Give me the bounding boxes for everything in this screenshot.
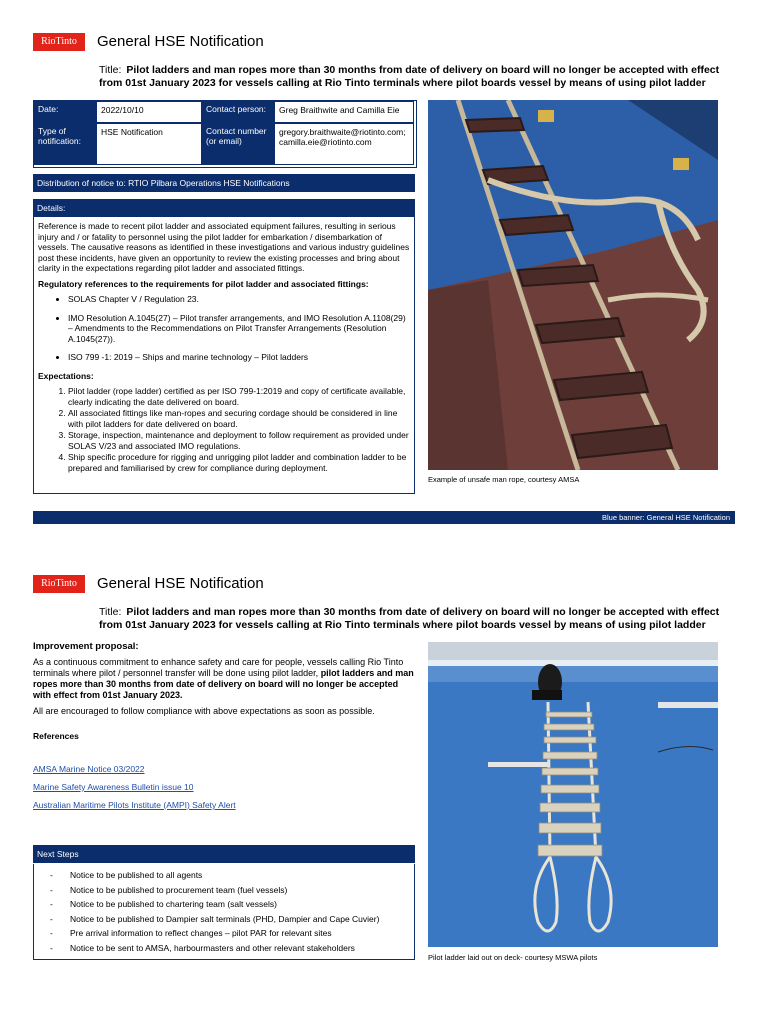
type-label: Type of notification: <box>34 123 96 165</box>
reference-link-bulletin[interactable]: Marine Safety Awareness Bulletin issue 10 <box>33 782 194 792</box>
reference-link-ampi[interactable]: Australian Maritime Pilots Institute (AMPI) Safety Alert <box>33 800 236 810</box>
page-heading: General HSE Notification <box>97 33 264 50</box>
improvement-section <box>33 641 415 818</box>
reference-link-amsa[interactable]: AMSA Marine Notice 03/2022 <box>33 764 145 774</box>
ladder-photo-image <box>428 100 718 470</box>
list-item: 2. All associated fittings like man-ropes and securing cordage should be considered in line with pilot ladders for date delivered on board. <box>68 408 410 429</box>
document-title <box>99 606 739 632</box>
date-value: 2022/10/10 <box>96 101 202 123</box>
footer-banner: Blue banner: General HSE Notification <box>33 511 735 524</box>
details-text: Reference is made to recent pilot ladder and associated equipment failures, resulting in serious injury and / or fatality to personnel using the pilot ladder for embarkation / disembarkation of vessels. The causative reasons as identified in these investigations and various industry guidelines post these incidents, have given an opportunity to review the existing processes and bring about clarity in the expectations regarding pilot ladder and associated fittings. <box>38 221 410 273</box>
contact-person-label: Contact person: <box>202 101 274 123</box>
next-steps-box <box>33 864 415 960</box>
contact-number-label: Contact number (or email) <box>202 123 274 165</box>
references-heading: References <box>33 731 79 741</box>
photo-caption: Example of unsafe man rope, courtesy AMSA <box>428 475 580 484</box>
list-item: - Notice to be published to chartering team (salt vessels) <box>42 897 406 912</box>
improvement-heading: Improvement proposal: <box>33 641 139 652</box>
list-item: 1. Pilot ladder (rope ladder) certified as per ISO 799-1:2019 and copy of certificate available, clearly indicating the date delivered on board. <box>68 386 410 407</box>
title-label: Title: <box>99 606 122 618</box>
list-item: 3. Storage, inspection, maintenance and deployment to follow requirement as provided under SOLAS V/23 and associated IMO regulations. <box>68 430 410 451</box>
page-heading: General HSE Notification <box>97 575 264 592</box>
list-item: - Notice to be published to procurement team (fuel vessels) <box>42 883 406 898</box>
page-2 <box>0 540 768 1024</box>
type-value: HSE Notification <box>96 123 202 165</box>
deck-photo-image <box>428 642 718 947</box>
expectations-list <box>38 386 410 473</box>
pilot-ladder-deck-photo <box>428 642 718 947</box>
list-item: - Notice to be sent to AMSA, harbourmasters and other relevant stakeholders <box>42 941 406 956</box>
encouraged-text: All are encouraged to follow compliance with above expectations as soon as possible. <box>33 706 375 716</box>
title-text: Pilot ladders and man ropes more than 30 months from date of delivery on board will no longer be accepted with effect from 01st January 2023 for vessels calling at Rio Tinto terminals where pilot boards vessel by means of using pilot ladder <box>99 64 720 89</box>
unsafe-man-rope-photo <box>428 100 718 470</box>
list-item: - Pre arrival information to reflect changes – pilot PAR for relevant sites <box>42 926 406 941</box>
title-label: Title: <box>99 64 122 76</box>
list-item: • ISO 799 -1: 2019 – Ships and marine technology – Pilot ladders <box>68 352 410 363</box>
next-steps-list <box>42 868 406 955</box>
document-title <box>99 64 739 90</box>
title-text: Pilot ladders and man ropes more than 30 months from date of delivery on board will no longer be accepted with effect from 01st January 2023 for vessels calling at Rio Tinto terminals where pilot boards vessel by means of using pilot ladder <box>99 606 720 631</box>
details-box <box>33 217 415 494</box>
regulatory-heading: Regulatory references to the requirements for pilot ladder and associated fittings: <box>38 278 369 289</box>
list-item: • IMO Resolution A.1045(27) – Pilot transfer arrangements, and IMO Resolution A.1108(29) – Amendments to the Recommendations on Pilot Transfer Arrangements (Resolution A.1045(27)). <box>68 313 410 345</box>
list-item: 4. Ship specific procedure for rigging and unrigging pilot ladder and combination ladder to be prepared and familiarised by crew for compliance during deployment. <box>68 452 410 473</box>
improvement-intro: As a continuous commitment to enhance safety and care for people, vessels calling Rio Tinto terminals where pilot / personnel transfer will be done using pilot ladder, <box>33 657 404 678</box>
contact-number-value: gregory.braithwaite@riotinto.com; camilla.eie@riotinto.com <box>274 123 414 165</box>
list-item: • SOLAS Chapter V / Regulation 23. <box>68 294 410 305</box>
rio-tinto-logo: RioTinto <box>33 33 85 51</box>
contact-person-value: Greg Braithwite and Camilla Eie <box>274 101 414 123</box>
expectations-heading: Expectations: <box>38 370 94 381</box>
rio-tinto-logo: RioTinto <box>33 575 85 593</box>
improvement-text <box>33 657 415 701</box>
list-item: - Notice to be published to all agents <box>42 868 406 883</box>
regulatory-list <box>38 294 410 363</box>
distribution-bar: Distribution of notice to: RTIO Pilbara Operations HSE Notifications <box>33 174 415 192</box>
list-item: - Notice to be published to Dampier salt terminals (PHD, Dampier and Cape Cuvier) <box>42 912 406 927</box>
next-steps-bar: Next Steps <box>33 845 415 863</box>
info-table <box>33 100 417 168</box>
details-bar: Details: <box>33 199 415 217</box>
improvement-bold: pilot ladders and man ropes more than 30 months from date of delivery on board will no longer be accepted with effect from 01st January 2023. <box>33 668 414 700</box>
date-label: Date: <box>34 101 96 123</box>
photo-caption: Pilot ladder laid out on deck- courtesy MSWA pilots <box>428 953 598 962</box>
